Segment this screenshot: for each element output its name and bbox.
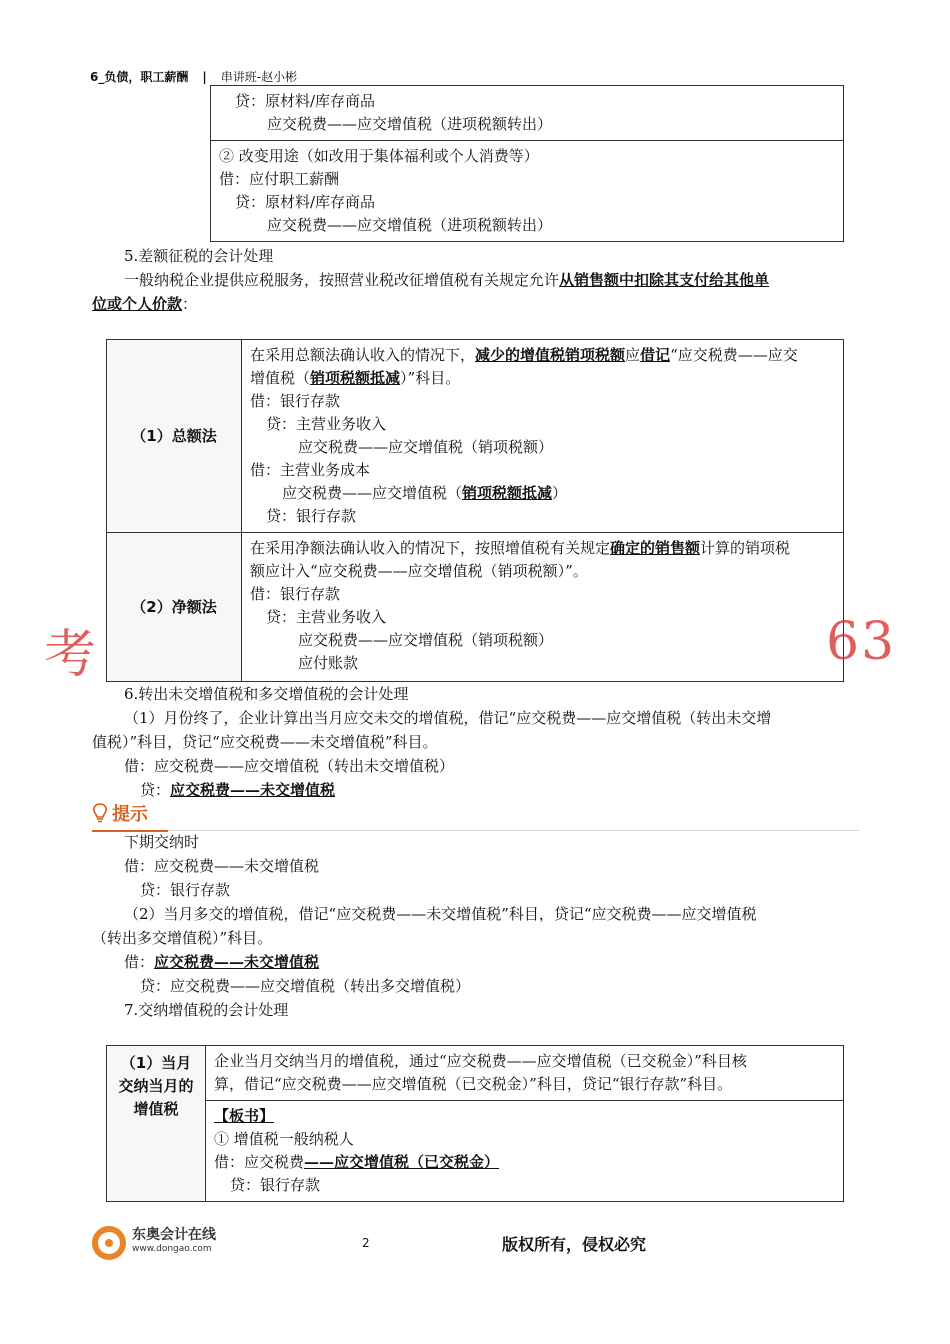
intro-emphasis: 从销售额中扣除其支付给其他单 <box>559 271 770 289</box>
entry-cell-2 <box>211 141 844 242</box>
gross-method-label: （1）总额法 <box>107 340 242 533</box>
intro-text: 一般纳税企业提供应税服务，按照营业税改征增值税有关规定允许 <box>124 271 560 289</box>
section-6-p1-cont: 值税）”科目，贷记“应交税费——未交增值税”科目。 <box>92 733 438 751</box>
method-table <box>106 339 844 682</box>
gross-desc-line2: 增值税（销项税额抵减）”科目。 <box>250 369 461 387</box>
entry-line: 借：银行存款 <box>250 392 341 410</box>
entry-line: 贷：应交税费——未交增值税 <box>140 781 336 799</box>
payment-label: （1）当月 交纳当月的 增值税 <box>107 1046 206 1202</box>
entry-line: 借：银行存款 <box>250 585 341 603</box>
entry-line: 贷：主营业务收入 <box>266 415 387 433</box>
net-method-content <box>242 533 844 682</box>
logo-icon <box>92 1226 126 1260</box>
page-header <box>90 68 297 85</box>
entry-line: 贷：银行存款 <box>140 881 231 899</box>
entry-cell-1 <box>211 86 844 141</box>
entry-line: 贷：银行存款 <box>230 1176 321 1194</box>
lecturer-name: 串讲班-赵小彬 <box>220 70 298 84</box>
entry-line: 贷：原材料/库存商品 <box>235 193 376 211</box>
section-6-p1: （1）月份终了，企业计算出当月应交未交的增值税，借记“应交税费——应交增值税（转出未交增 <box>124 709 772 727</box>
entry-line: 借：应交税费——未交增值税 <box>124 857 320 875</box>
header-separator: | <box>202 70 207 84</box>
entry-line: 应交税费——应交增值税（进项税额转出） <box>267 115 553 133</box>
entry-line: 贷：银行存款 <box>266 507 357 525</box>
payment-desc: 企业当月交纳当月的增值税，通过“应交税费——应交增值税（已交税金）”科目核 算，借记“应交税费——应交增值税（已交税金）”科目，贷记“银行存款”科目。 <box>206 1046 844 1101</box>
chapter-title: 6_负债，职工薪酬 <box>90 70 189 84</box>
section-6-p2: （2）当月多交的增值税，借记“应交税费——未交增值税”科目，贷记“应交税费——应交增值税 <box>124 905 757 923</box>
tip-line: 下期交纳时 <box>124 833 200 851</box>
tip-heading <box>92 800 148 828</box>
entry-line: ① 增值税一般纳税人 <box>214 1130 354 1148</box>
section-6-p2-cont: （转出多交增值税）”科目。 <box>92 929 273 947</box>
logo-text: 东奥会计在线 <box>132 1227 216 1243</box>
section-6-title: 6.转出未交增值税和多交增值税的会计处理 <box>124 685 409 703</box>
entry-line: 借：应交税费——应交增值税（转出未交增值税） <box>124 757 455 775</box>
section-7-title: 7.交纳增值税的会计处理 <box>124 1001 289 1019</box>
logo-url: www.dongao.com <box>132 1244 212 1254</box>
net-desc-line2: 额应计入“应交税费——应交增值税（销项税额）”。 <box>250 562 588 580</box>
lightbulb-icon <box>92 803 108 828</box>
net-desc-line1: 在采用净额法确认收入的情况下，按照增值税有关规定确定的销售额计算的销项税 <box>250 539 791 557</box>
watermark-right: 63 <box>826 612 897 672</box>
board-notes <box>206 1101 844 1202</box>
entry-line: 贷：应交税费——应交增值税（转出多交增值税） <box>140 977 471 995</box>
entry-line: 应交税费——应交增值税（销项税额） <box>298 438 554 456</box>
entry-line: ② 改变用途（如改用于集体福利或个人消费等） <box>219 147 539 165</box>
intro-emphasis: 位或个人价款 <box>92 295 183 313</box>
entry-line: 借：应交税费——应交增值税（已交税金） <box>214 1153 500 1171</box>
entry-line: 贷：原材料/库存商品 <box>235 92 376 110</box>
entry-line: 贷：主营业务收入 <box>266 608 387 626</box>
top-entry-table <box>210 85 844 242</box>
net-method-label: （2）净额法 <box>107 533 242 682</box>
section-5-intro <box>124 268 769 292</box>
section-5-title: 5.差额征税的会计处理 <box>124 247 274 265</box>
watermark-left: 考 <box>44 625 99 685</box>
intro-text: ： <box>182 295 198 313</box>
entry-line: 应交税费——应交增值税（销项税额） <box>298 631 554 649</box>
entry-line: 应交税费——应交增值税（进项税额转出） <box>267 216 553 234</box>
copyright-notice: 版权所有，侵权必究 <box>502 1235 647 1254</box>
entry-line: 借：主营业务成本 <box>250 461 371 479</box>
tip-divider <box>92 830 860 831</box>
entry-line: 应付账款 <box>298 654 359 672</box>
entry-line: 借：应付职工薪酬 <box>219 170 340 188</box>
section-5-intro-cont <box>92 292 197 316</box>
tip-label: 提示 <box>112 804 148 825</box>
page-number: 2 <box>362 1236 370 1250</box>
payment-table <box>106 1045 844 1202</box>
gross-desc-line1: 在采用总额法确认收入的情况下，减少的增值税销项税额应借记“应交税费——应交 <box>250 346 798 364</box>
entry-line: 应交税费——应交增值税（销项税额抵减） <box>282 484 568 502</box>
board-title: 【板书】 <box>214 1107 275 1125</box>
gross-method-content <box>242 340 844 533</box>
entry-line: 借：应交税费——未交增值税 <box>124 953 320 971</box>
